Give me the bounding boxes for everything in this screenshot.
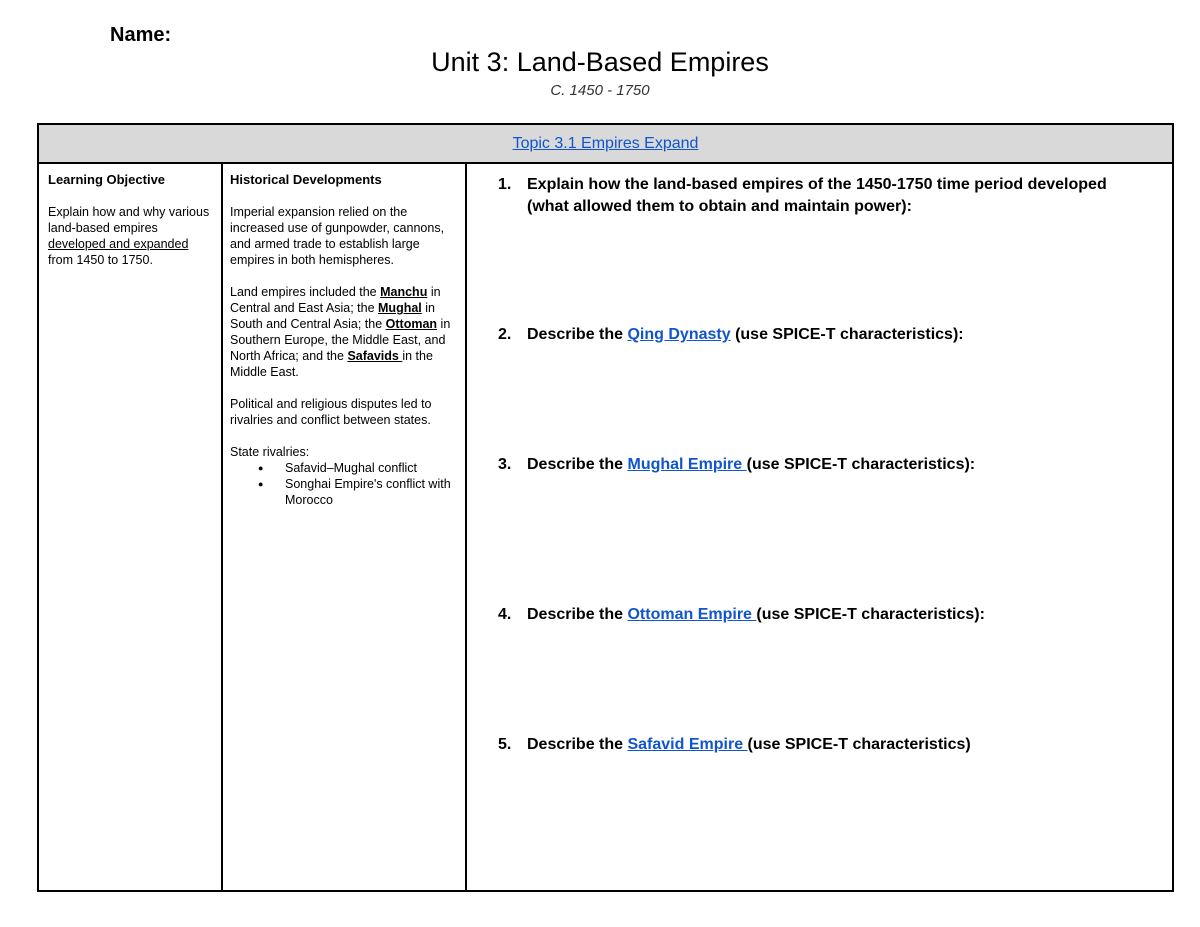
hd-paragraph-2 [230, 284, 460, 380]
empire-manchu: Manchu [380, 285, 428, 299]
question-text-part: (use SPICE-T characteristics): [730, 326, 964, 343]
worksheet-table [37, 123, 1174, 892]
question-4 [498, 604, 1118, 626]
question-number: 5. [498, 736, 512, 753]
rivalries-list [230, 460, 460, 508]
learning-objective-heading: Learning Objective [48, 172, 166, 187]
lo-text-part: Explain how and why various land-based empires [48, 205, 210, 235]
column-divider [465, 162, 467, 890]
question-text-part: Describe the [527, 606, 628, 623]
question-3 [498, 454, 1118, 476]
topic-header [39, 125, 1172, 164]
list-item: ● Safavid–Mughal conflict [230, 460, 460, 476]
question-text: Explain how the land-based empires of the 1450-1750 time period developed (what allowed them to obtain and maintain power): [527, 176, 1107, 215]
question-text-part: Describe the [527, 326, 628, 343]
ottoman-empire-link[interactable]: Ottoman Empire [627, 606, 757, 623]
mughal-empire-link[interactable]: Mughal Empire [627, 456, 747, 473]
question-number: 2. [498, 326, 512, 343]
question-text-part: Describe the [527, 456, 628, 473]
question-text [498, 604, 1118, 626]
question-text [498, 454, 1118, 476]
question-text-part: (use SPICE-T characteristics) [747, 736, 971, 753]
historical-developments-heading: Historical Developments [230, 172, 382, 187]
lo-underlined-text: developed and expanded [48, 237, 189, 251]
question-number: 1. [498, 176, 512, 193]
list-item: ● Songhai Empire's conflict with Morocco [230, 476, 460, 508]
lo-text-part: from 1450 to 1750. [48, 253, 153, 267]
learning-objective-text [48, 204, 214, 268]
hd-text: in South and Central Asia; the [230, 301, 435, 331]
column-divider [221, 162, 223, 890]
hd-text: Land empires included the [230, 285, 381, 299]
safavid-empire-link[interactable]: Safavid Empire [627, 736, 748, 753]
question-number: 3. [498, 456, 512, 473]
hd-paragraph-3: Political and religious disputes led to rivalries and conflict between states. [230, 397, 432, 427]
page-subtitle: C. 1450 - 1750 [550, 82, 650, 99]
question-text-part: (use SPICE-T characteristics): [746, 456, 976, 473]
hd-text: in the Middle East. [230, 349, 433, 379]
question-2 [498, 324, 1118, 346]
question-1 [498, 174, 1118, 218]
learning-objective-column [48, 172, 214, 284]
topic-link[interactable]: Topic 3.1 Empires Expand [512, 135, 699, 152]
question-5 [498, 734, 1118, 756]
empire-safavids: Safavids [347, 349, 403, 363]
question-text [498, 734, 1118, 756]
question-text [498, 324, 1118, 346]
historical-developments-column [230, 172, 460, 508]
hd-paragraph-1: Imperial expansion relied on the increased use of gunpowder, cannons, and armed trade to establish large empires in both hemispheres. [230, 205, 445, 267]
question-number: 4. [498, 606, 512, 623]
name-label: Name: [110, 24, 172, 46]
page-title: Unit 3: Land-Based Empires [431, 47, 769, 77]
rivalries-label: State rivalries: [230, 445, 310, 459]
question-text-part: (use SPICE-T characteristics): [756, 606, 985, 623]
hd-text: in Central and East Asia; the [230, 285, 441, 315]
empire-ottoman: Ottoman [385, 317, 438, 331]
hd-text: in Southern Europe, the Middle East, and North Africa; and the [230, 317, 451, 363]
question-text-part: Describe the [527, 736, 628, 753]
qing-dynasty-link[interactable]: Qing Dynasty [627, 326, 731, 343]
empire-mughal: Mughal [378, 301, 422, 315]
